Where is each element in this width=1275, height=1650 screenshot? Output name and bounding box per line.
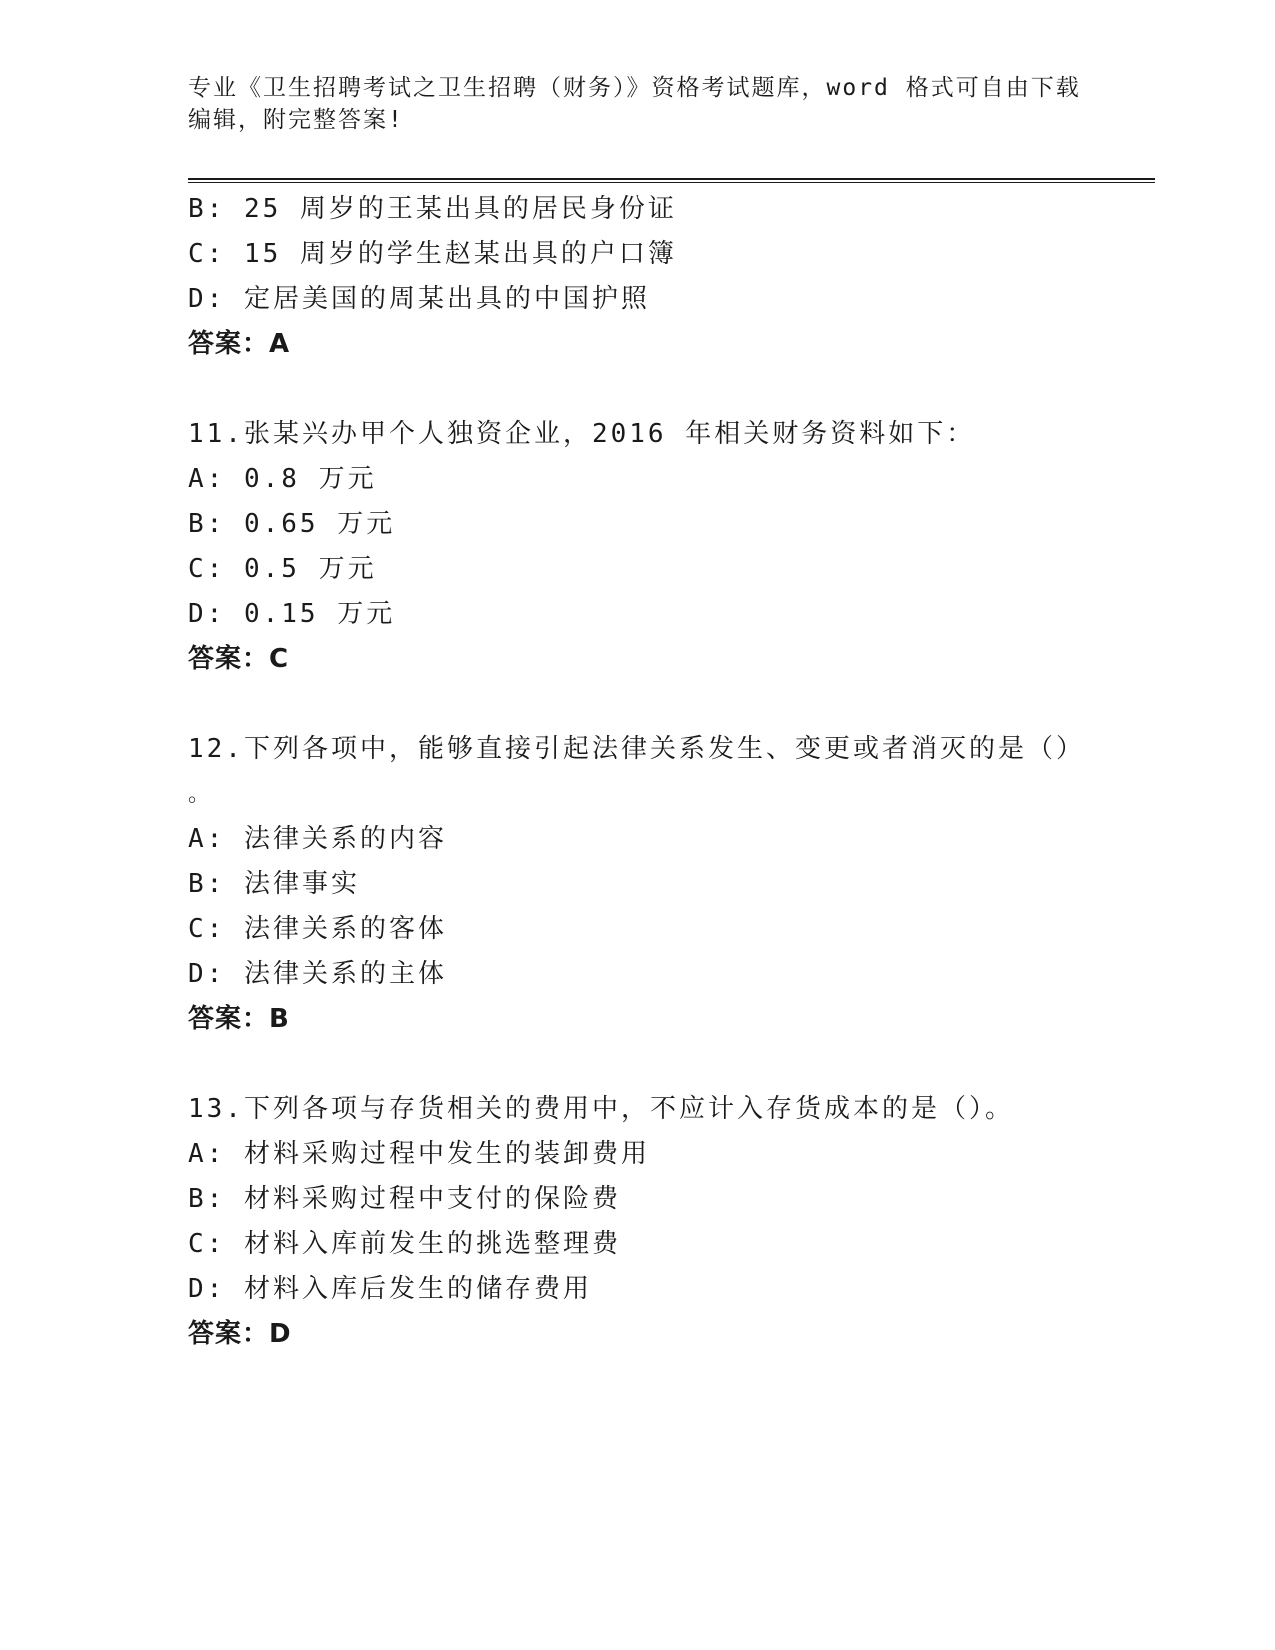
- q11-option-c: C: 0.5 万元: [188, 554, 377, 584]
- q13-option-a: A: 材料采购过程中发生的装卸费用: [188, 1139, 650, 1169]
- q12-option-d: D: 法律关系的主体: [188, 959, 447, 989]
- q13-option-c: C: 材料入库前发生的挑选整理费: [188, 1229, 621, 1259]
- header-line-1: 专业《卫生招聘考试之卫生招聘（财务）》资格考试题库，word 格式可自由下载: [188, 75, 1081, 101]
- header-divider: [188, 178, 1155, 183]
- q12-stem-continuation: 。: [188, 782, 214, 807]
- q11-option-a: A: 0.8 万元: [188, 464, 377, 494]
- q12-stem: 12.下列各项中，能够直接引起法律关系发生、变更或者消灭的是（）: [188, 734, 1085, 764]
- q11-option-b: B: 0.65 万元: [188, 509, 396, 539]
- q10-option-c: C: 15 周岁的学生赵某出具的户口簿: [188, 239, 677, 269]
- q10-answer: 答案：A: [188, 329, 291, 359]
- q13-stem: 13.下列各项与存货相关的费用中，不应计入存货成本的是（）。: [188, 1094, 1014, 1124]
- header-line-2: 编辑，附完整答案!: [188, 107, 404, 133]
- q13-option-d: D: 材料入库后发生的储存费用: [188, 1274, 592, 1304]
- q12-answer: 答案：B: [188, 1004, 290, 1034]
- q10-option-d: D: 定居美国的周某出具的中国护照: [188, 284, 650, 314]
- q13-answer: 答案：D: [188, 1319, 292, 1349]
- q13-option-b: B: 材料采购过程中支付的保险费: [188, 1184, 621, 1214]
- q10-option-b: B: 25 周岁的王某出具的居民身份证: [188, 194, 677, 224]
- document-header: [188, 72, 1088, 136]
- q11-answer: 答案：C: [188, 644, 290, 674]
- q12-option-c: C: 法律关系的客体: [188, 914, 447, 944]
- q11-option-d: D: 0.15 万元: [188, 599, 396, 629]
- q12-option-b: B: 法律事实: [188, 869, 360, 899]
- q12-option-a: A: 法律关系的内容: [188, 824, 447, 854]
- q11-stem: 11.张某兴办甲个人独资企业，2016 年相关财务资料如下：: [188, 419, 976, 449]
